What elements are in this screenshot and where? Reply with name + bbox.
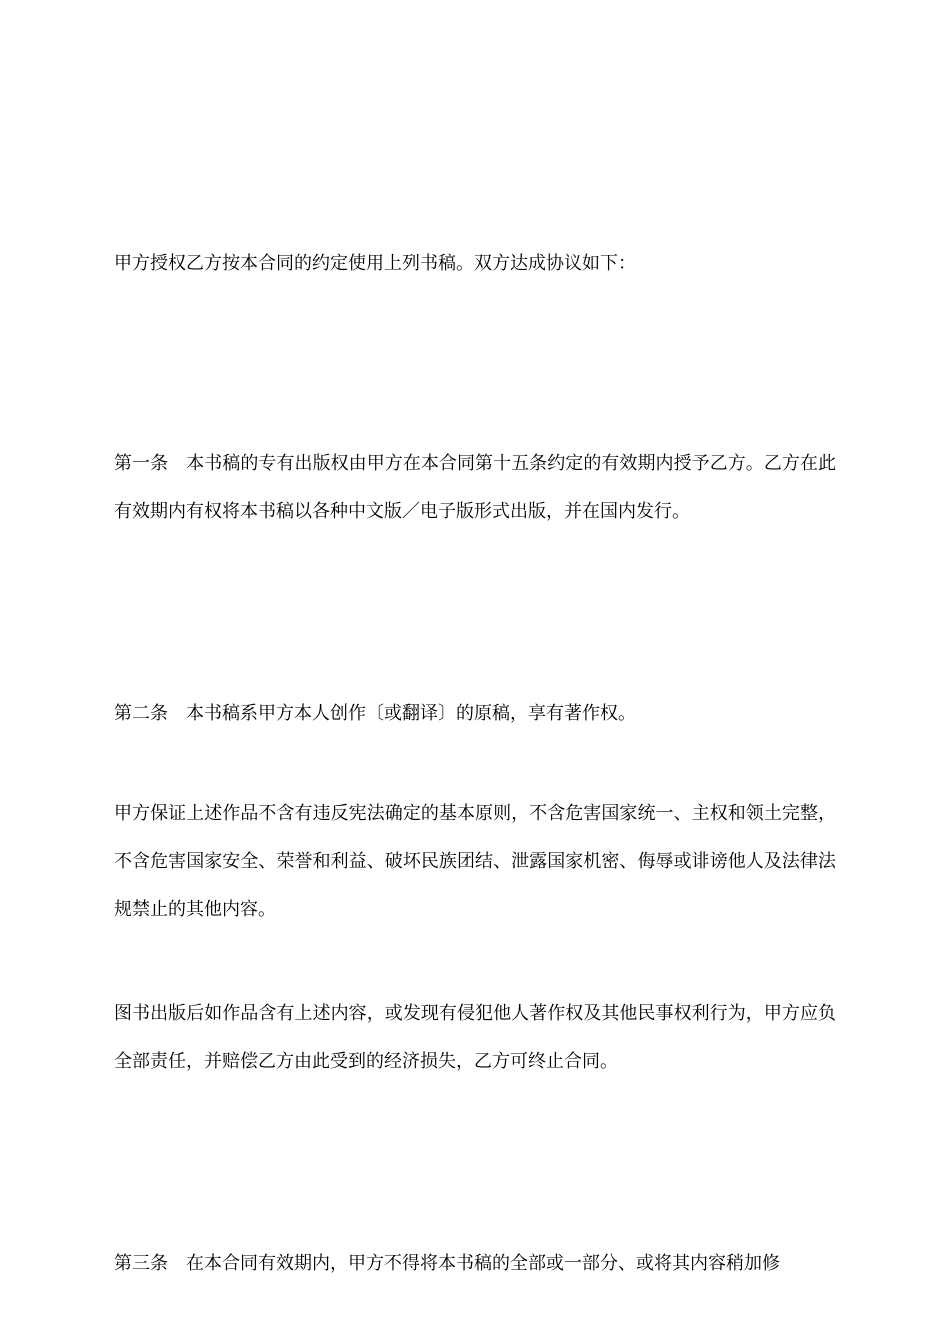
paragraph-article-2: 第二条 本书稿系甲方本人创作〔或翻译〕的原稿，享有著作权。	[114, 703, 636, 724]
paragraph-content-guarantee: 甲方保证上述作品不含有违反宪法确定的基本原则，不含危害国家统一、主权和领土完整，不含危害国家安全、荣誉和利益、破坏民族团结、泄露国家机密、侮辱或诽谤他人及法律法规禁止的其他内容。	[114, 803, 836, 920]
paragraph-article-1: 第一条 本书稿的专有出版权由甲方在本合同第十五条约定的有效期内授予乙方。乙方在此有效期内有权将本书稿以各种中文版／电子版形式出版，并在国内发行。	[114, 453, 836, 522]
paragraph-authorization: 甲方授权乙方按本合同的约定使用上列书稿。双方达成协议如下：	[114, 253, 636, 274]
paragraph-liability: 图书出版后如作品含有上述内容，或发现有侵犯他人著作权及其他民事权利行为，甲方应负全部责任，并赔偿乙方由此受到的经济损失，乙方可终止合同。	[114, 1003, 836, 1072]
paragraph-article-3: 第三条 在本合同有效期内，甲方不得将本书稿的全部或一部分、或将其内容稍加修	[114, 1253, 780, 1274]
